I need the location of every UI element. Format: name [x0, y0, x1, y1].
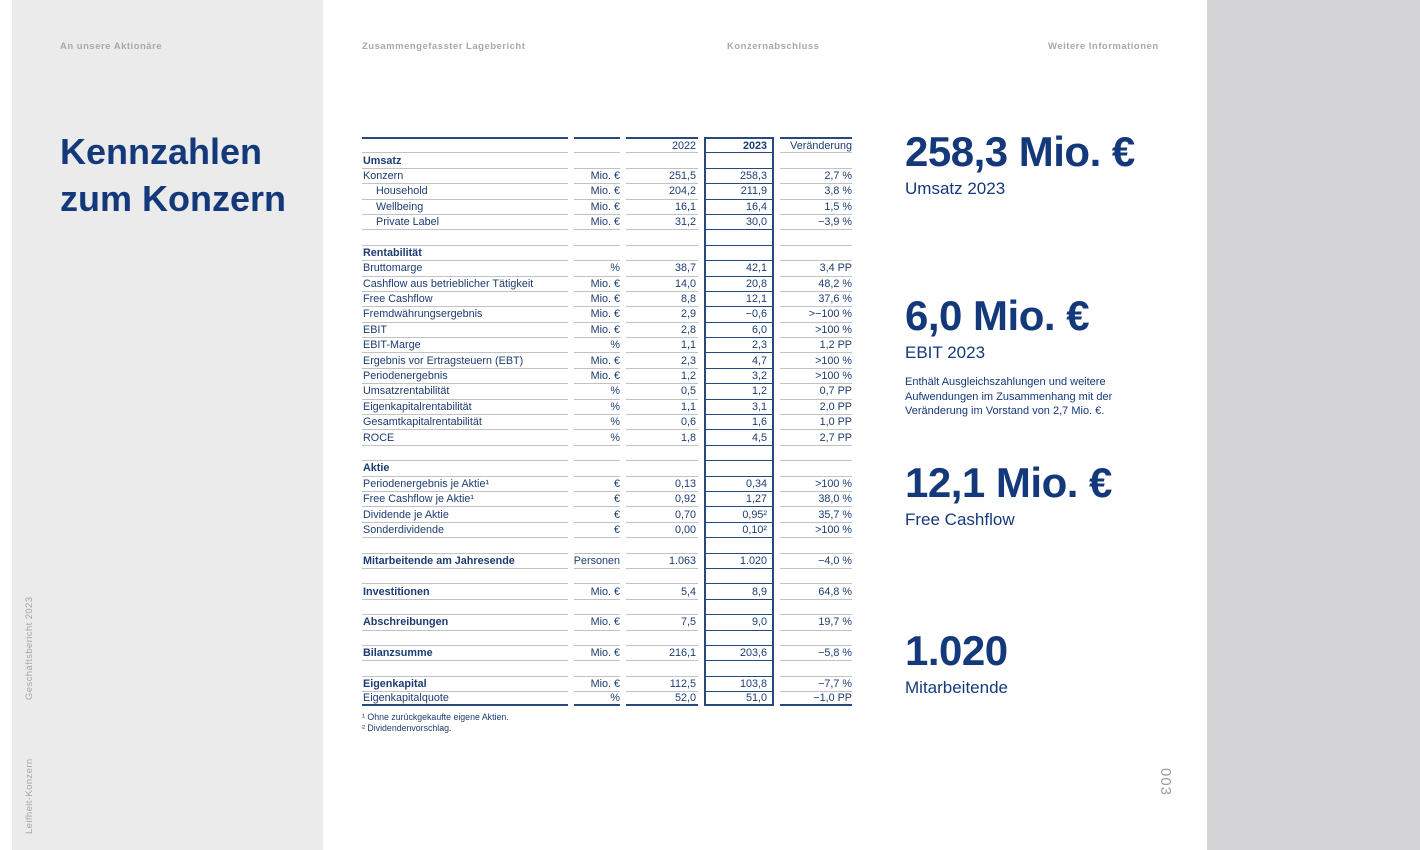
value-2022: 2,9: [626, 306, 698, 321]
value-2022: [626, 660, 698, 675]
value-change: [780, 445, 852, 460]
value-2022: 204,2: [626, 183, 698, 198]
table-row: [362, 368, 854, 383]
value-2023: 9,0: [704, 614, 774, 629]
row-unit: Mio. €: [574, 645, 620, 660]
table-spacer-row: [362, 660, 854, 675]
value-change: 1,0 PP: [780, 414, 852, 429]
margin-text-report-year: Geschäftsbericht 2023: [24, 596, 35, 700]
value-change: 35,7 %: [780, 506, 852, 521]
row-unit: [574, 229, 620, 244]
row-label: Sonderdividende: [362, 522, 568, 537]
value-2022: 31,2: [626, 214, 698, 229]
table-row: [362, 614, 854, 629]
value-2022: [626, 599, 698, 614]
highlight-free-cashflow-label: Free Cashflow: [905, 510, 1015, 529]
value-change: >100 %: [780, 352, 852, 367]
value-2023: 20,8: [704, 276, 774, 291]
value-2023: [704, 460, 774, 475]
highlight-mitarbeitende-label: Mitarbeitende: [905, 678, 1009, 697]
row-label: Eigenkapitalquote: [362, 691, 568, 706]
row-unit: Mio. €: [574, 306, 620, 321]
value-2023: [704, 599, 774, 614]
row-label: [362, 599, 568, 614]
row-unit: [574, 445, 620, 460]
value-2023: 8,9: [704, 583, 774, 598]
value-2022: [626, 630, 698, 645]
table-row: [362, 491, 854, 506]
highlight-ebit-note: Enthält Ausgleichszahlungen und weitere Aufwendungen im Zusammenhang mit der Veränderung im Vorstand von 2,7 Mio. €.: [905, 376, 1113, 417]
row-unit: [574, 137, 620, 152]
table-row: [362, 399, 854, 414]
table-row: [362, 414, 854, 429]
row-label: Periodenergebnis: [362, 368, 568, 383]
row-label: Periodenergebnis je Aktie¹: [362, 476, 568, 491]
row-label: Mitarbeitende am Jahresende: [362, 553, 568, 568]
value-change: Veränderung: [780, 137, 852, 152]
row-label: Gesamtkapitalrentabilität: [362, 414, 568, 429]
highlight-umsatz-value: 258,3 Mio. €: [905, 128, 1135, 175]
value-change: 48,2 %: [780, 276, 852, 291]
row-label: Wellbeing: [362, 199, 568, 214]
row-unit: Mio. €: [574, 583, 620, 598]
row-label: Abschreibungen: [362, 614, 568, 629]
table-row: [362, 583, 854, 598]
row-label: Dividende je Aktie: [362, 506, 568, 521]
table-row: [362, 506, 854, 521]
value-2023: [704, 445, 774, 460]
value-2023: 12,1: [704, 291, 774, 306]
table-header-row: [362, 137, 854, 152]
value-2022: 1,2: [626, 368, 698, 383]
row-unit: %: [574, 691, 620, 706]
value-2023: 2,3: [704, 337, 774, 352]
highlight-free-cashflow: [905, 461, 1185, 530]
value-2022: [626, 245, 698, 260]
table-section-row: [362, 245, 854, 260]
value-2022: 251,5: [626, 168, 698, 183]
value-change: [780, 229, 852, 244]
value-2023: [704, 630, 774, 645]
value-2023: −0,6: [704, 306, 774, 321]
table-row: [362, 183, 854, 198]
row-label: Fremdwährungsergebnis: [362, 306, 568, 321]
value-change: [780, 537, 852, 552]
value-change: −3,9 %: [780, 214, 852, 229]
row-unit: [574, 152, 620, 167]
value-2022: [626, 152, 698, 167]
highlight-mitarbeitende-value: 1.020: [905, 627, 1008, 674]
table-row: [362, 168, 854, 183]
row-label: [362, 568, 568, 583]
row-unit: Mio. €: [574, 352, 620, 367]
row-unit: %: [574, 337, 620, 352]
value-change: [780, 599, 852, 614]
value-2023: 3,1: [704, 399, 774, 414]
row-label: Private Label: [362, 214, 568, 229]
value-change: >100 %: [780, 476, 852, 491]
value-2023: [704, 537, 774, 552]
value-change: [780, 660, 852, 675]
row-label: Bruttomarge: [362, 260, 568, 275]
value-2022: 2,8: [626, 322, 698, 337]
value-2023: 258,3: [704, 168, 774, 183]
value-change: [780, 152, 852, 167]
row-unit: Mio. €: [574, 291, 620, 306]
value-2022: [626, 568, 698, 583]
table-row: [362, 645, 854, 660]
table-row: [362, 337, 854, 352]
row-unit: Mio. €: [574, 276, 620, 291]
value-2022: 14,0: [626, 276, 698, 291]
value-2023: 103,8: [704, 676, 774, 691]
row-unit: Mio. €: [574, 322, 620, 337]
row-unit: €: [574, 491, 620, 506]
value-change: >−100 %: [780, 306, 852, 321]
value-2022: 112,5: [626, 676, 698, 691]
row-unit: Personen: [574, 553, 620, 568]
value-2022: 0,13: [626, 476, 698, 491]
value-change: 2,7 PP: [780, 429, 852, 444]
highlight-umsatz-label: Umsatz 2023: [905, 179, 1006, 198]
value-change: −5,8 %: [780, 645, 852, 660]
row-label: Konzern: [362, 168, 568, 183]
value-change: −1,0 PP: [780, 691, 852, 706]
value-change: 2,0 PP: [780, 399, 852, 414]
value-2023: 0,10²: [704, 522, 774, 537]
value-2022: 1,1: [626, 337, 698, 352]
table-row: [362, 291, 854, 306]
value-2023: [704, 229, 774, 244]
footnote-2: ² Dividendenvorschlag.: [362, 723, 452, 733]
table-row: [362, 383, 854, 398]
value-2022: 0,6: [626, 414, 698, 429]
value-2022: 0,70: [626, 506, 698, 521]
row-label: Eigenkapitalrentabilität: [362, 399, 568, 414]
table-row: [362, 691, 854, 706]
row-label: [362, 229, 568, 244]
value-2023: [704, 660, 774, 675]
value-change: >100 %: [780, 322, 852, 337]
value-change: >100 %: [780, 522, 852, 537]
row-unit: %: [574, 383, 620, 398]
table-row: [362, 306, 854, 321]
value-change: 64,8 %: [780, 583, 852, 598]
value-2023: [704, 152, 774, 167]
row-label: Umsatz: [362, 152, 568, 167]
row-label: Bilanzsumme: [362, 645, 568, 660]
value-2023: 4,5: [704, 429, 774, 444]
value-2022: [626, 537, 698, 552]
value-2023: 2023: [704, 137, 774, 152]
row-unit: %: [574, 260, 620, 275]
value-change: −4,0 %: [780, 553, 852, 568]
row-label: Ergebnis vor Ertragsteuern (EBT): [362, 352, 568, 367]
table-section-row: [362, 152, 854, 167]
row-unit: Mio. €: [574, 214, 620, 229]
value-change: 0,7 PP: [780, 383, 852, 398]
table-row: [362, 476, 854, 491]
value-change: 1,2 PP: [780, 337, 852, 352]
row-label: Rentabilität: [362, 245, 568, 260]
row-label: Cashflow aus betrieblicher Tätigkeit: [362, 276, 568, 291]
value-2022: 0,92: [626, 491, 698, 506]
row-unit: [574, 660, 620, 675]
nav-item-zusammengefasster-lagebericht[interactable]: Zusammengefasster Lagebericht: [362, 41, 526, 52]
row-label: EBIT: [362, 322, 568, 337]
value-2023: 0,34: [704, 476, 774, 491]
page-number: 003: [1157, 768, 1174, 797]
value-2023: [704, 568, 774, 583]
highlight-free-cashflow-value: 12,1 Mio. €: [905, 459, 1112, 506]
row-unit: €: [574, 506, 620, 521]
table-row: [362, 352, 854, 367]
value-2022: 1,8: [626, 429, 698, 444]
value-2023: 0,95²: [704, 506, 774, 521]
value-2023: 1,2: [704, 383, 774, 398]
row-unit: [574, 537, 620, 552]
value-2023: 1.020: [704, 553, 774, 568]
row-label: [362, 660, 568, 675]
value-change: 37,6 %: [780, 291, 852, 306]
table-spacer-row: [362, 568, 854, 583]
row-label: Free Cashflow: [362, 291, 568, 306]
highlight-umsatz: [905, 130, 1185, 199]
table-row: [362, 553, 854, 568]
footnote-1: ¹ Ohne zurückgekaufte eigene Aktien.: [362, 712, 509, 722]
value-2022: 1.063: [626, 553, 698, 568]
row-label: Eigenkapital: [362, 676, 568, 691]
table-row: [362, 199, 854, 214]
value-2023: 211,9: [704, 183, 774, 198]
value-2022: 52,0: [626, 691, 698, 706]
value-2023: 203,6: [704, 645, 774, 660]
value-2022: 2022: [626, 137, 698, 152]
row-unit: [574, 568, 620, 583]
row-label: ROCE: [362, 429, 568, 444]
value-2023: 1,6: [704, 414, 774, 429]
value-change: −7,7 %: [780, 676, 852, 691]
row-label: [362, 537, 568, 552]
row-unit: Mio. €: [574, 676, 620, 691]
value-2022: 0,5: [626, 383, 698, 398]
row-unit: Mio. €: [574, 183, 620, 198]
value-2023: 4,7: [704, 352, 774, 367]
row-label: Household: [362, 183, 568, 198]
highlight-ebit-label: EBIT 2023: [905, 343, 986, 362]
table-spacer-row: [362, 229, 854, 244]
row-label: Umsatzrentabilität: [362, 383, 568, 398]
value-change: >100 %: [780, 368, 852, 383]
value-2022: 7,5: [626, 614, 698, 629]
kpi-table: [362, 137, 854, 706]
value-2023: 51,0: [704, 691, 774, 706]
value-2022: 2,3: [626, 352, 698, 367]
margin-text-company: Leifheit-Konzern: [24, 758, 35, 834]
row-unit: %: [574, 429, 620, 444]
row-unit: %: [574, 399, 620, 414]
right-margin-panel: [1207, 0, 1420, 850]
value-change: 19,7 %: [780, 614, 852, 629]
value-change: [780, 568, 852, 583]
page-title: Kennzahlen zum Konzern: [60, 131, 287, 219]
value-2023: [704, 245, 774, 260]
nav-item-konzernabschluss[interactable]: Konzernabschluss: [727, 41, 820, 52]
table-row: [362, 522, 854, 537]
row-label: Investitionen: [362, 583, 568, 598]
row-unit: Mio. €: [574, 199, 620, 214]
row-unit: Mio. €: [574, 368, 620, 383]
value-2023: 1,27: [704, 491, 774, 506]
table-row: [362, 429, 854, 444]
row-label: [362, 137, 568, 152]
row-unit: [574, 460, 620, 475]
table-spacer-row: [362, 630, 854, 645]
value-2023: 30,0: [704, 214, 774, 229]
nav-item-an-unsere-aktionaere[interactable]: An unsere Aktionäre: [60, 41, 163, 52]
value-2022: 5,4: [626, 583, 698, 598]
row-label: [362, 445, 568, 460]
table-row: [362, 322, 854, 337]
row-unit: Mio. €: [574, 614, 620, 629]
row-label: Free Cashflow je Aktie¹: [362, 491, 568, 506]
table-row: [362, 214, 854, 229]
value-2022: 0,00: [626, 522, 698, 537]
table-spacer-row: [362, 599, 854, 614]
highlight-ebit-value: 6,0 Mio. €: [905, 292, 1090, 339]
value-change: 2,7 %: [780, 168, 852, 183]
value-change: [780, 245, 852, 260]
row-unit: €: [574, 522, 620, 537]
value-change: [780, 630, 852, 645]
row-label: Aktie: [362, 460, 568, 475]
value-2022: 38,7: [626, 260, 698, 275]
value-2023: 42,1: [704, 260, 774, 275]
row-unit: Mio. €: [574, 168, 620, 183]
value-2022: [626, 460, 698, 475]
table-row: [362, 676, 854, 691]
value-2023: 3,2: [704, 368, 774, 383]
value-2022: 8,8: [626, 291, 698, 306]
value-2022: 16,1: [626, 199, 698, 214]
value-change: [780, 460, 852, 475]
value-2022: [626, 229, 698, 244]
row-unit: €: [574, 476, 620, 491]
row-unit: [574, 245, 620, 260]
row-label: EBIT-Marge: [362, 337, 568, 352]
table-row: [362, 260, 854, 275]
highlight-mitarbeitende: [905, 629, 1185, 698]
value-change: 3,8 %: [780, 183, 852, 198]
table-spacer-row: [362, 537, 854, 552]
row-label: [362, 630, 568, 645]
value-2022: 216,1: [626, 645, 698, 660]
row-unit: [574, 630, 620, 645]
table-section-row: [362, 460, 854, 475]
table-row: [362, 276, 854, 291]
value-2022: [626, 445, 698, 460]
row-unit: [574, 599, 620, 614]
value-2022: 1,1: [626, 399, 698, 414]
value-2023: 16,4: [704, 199, 774, 214]
table-spacer-row: [362, 445, 854, 460]
value-change: 1,5 %: [780, 199, 852, 214]
row-unit: %: [574, 414, 620, 429]
table-footnotes: [362, 712, 509, 734]
value-2023: 6,0: [704, 322, 774, 337]
nav-item-weitere-informationen[interactable]: Weitere Informationen: [1048, 41, 1159, 52]
highlight-ebit: [905, 294, 1185, 419]
value-change: 38,0 %: [780, 491, 852, 506]
value-change: 3,4 PP: [780, 260, 852, 275]
